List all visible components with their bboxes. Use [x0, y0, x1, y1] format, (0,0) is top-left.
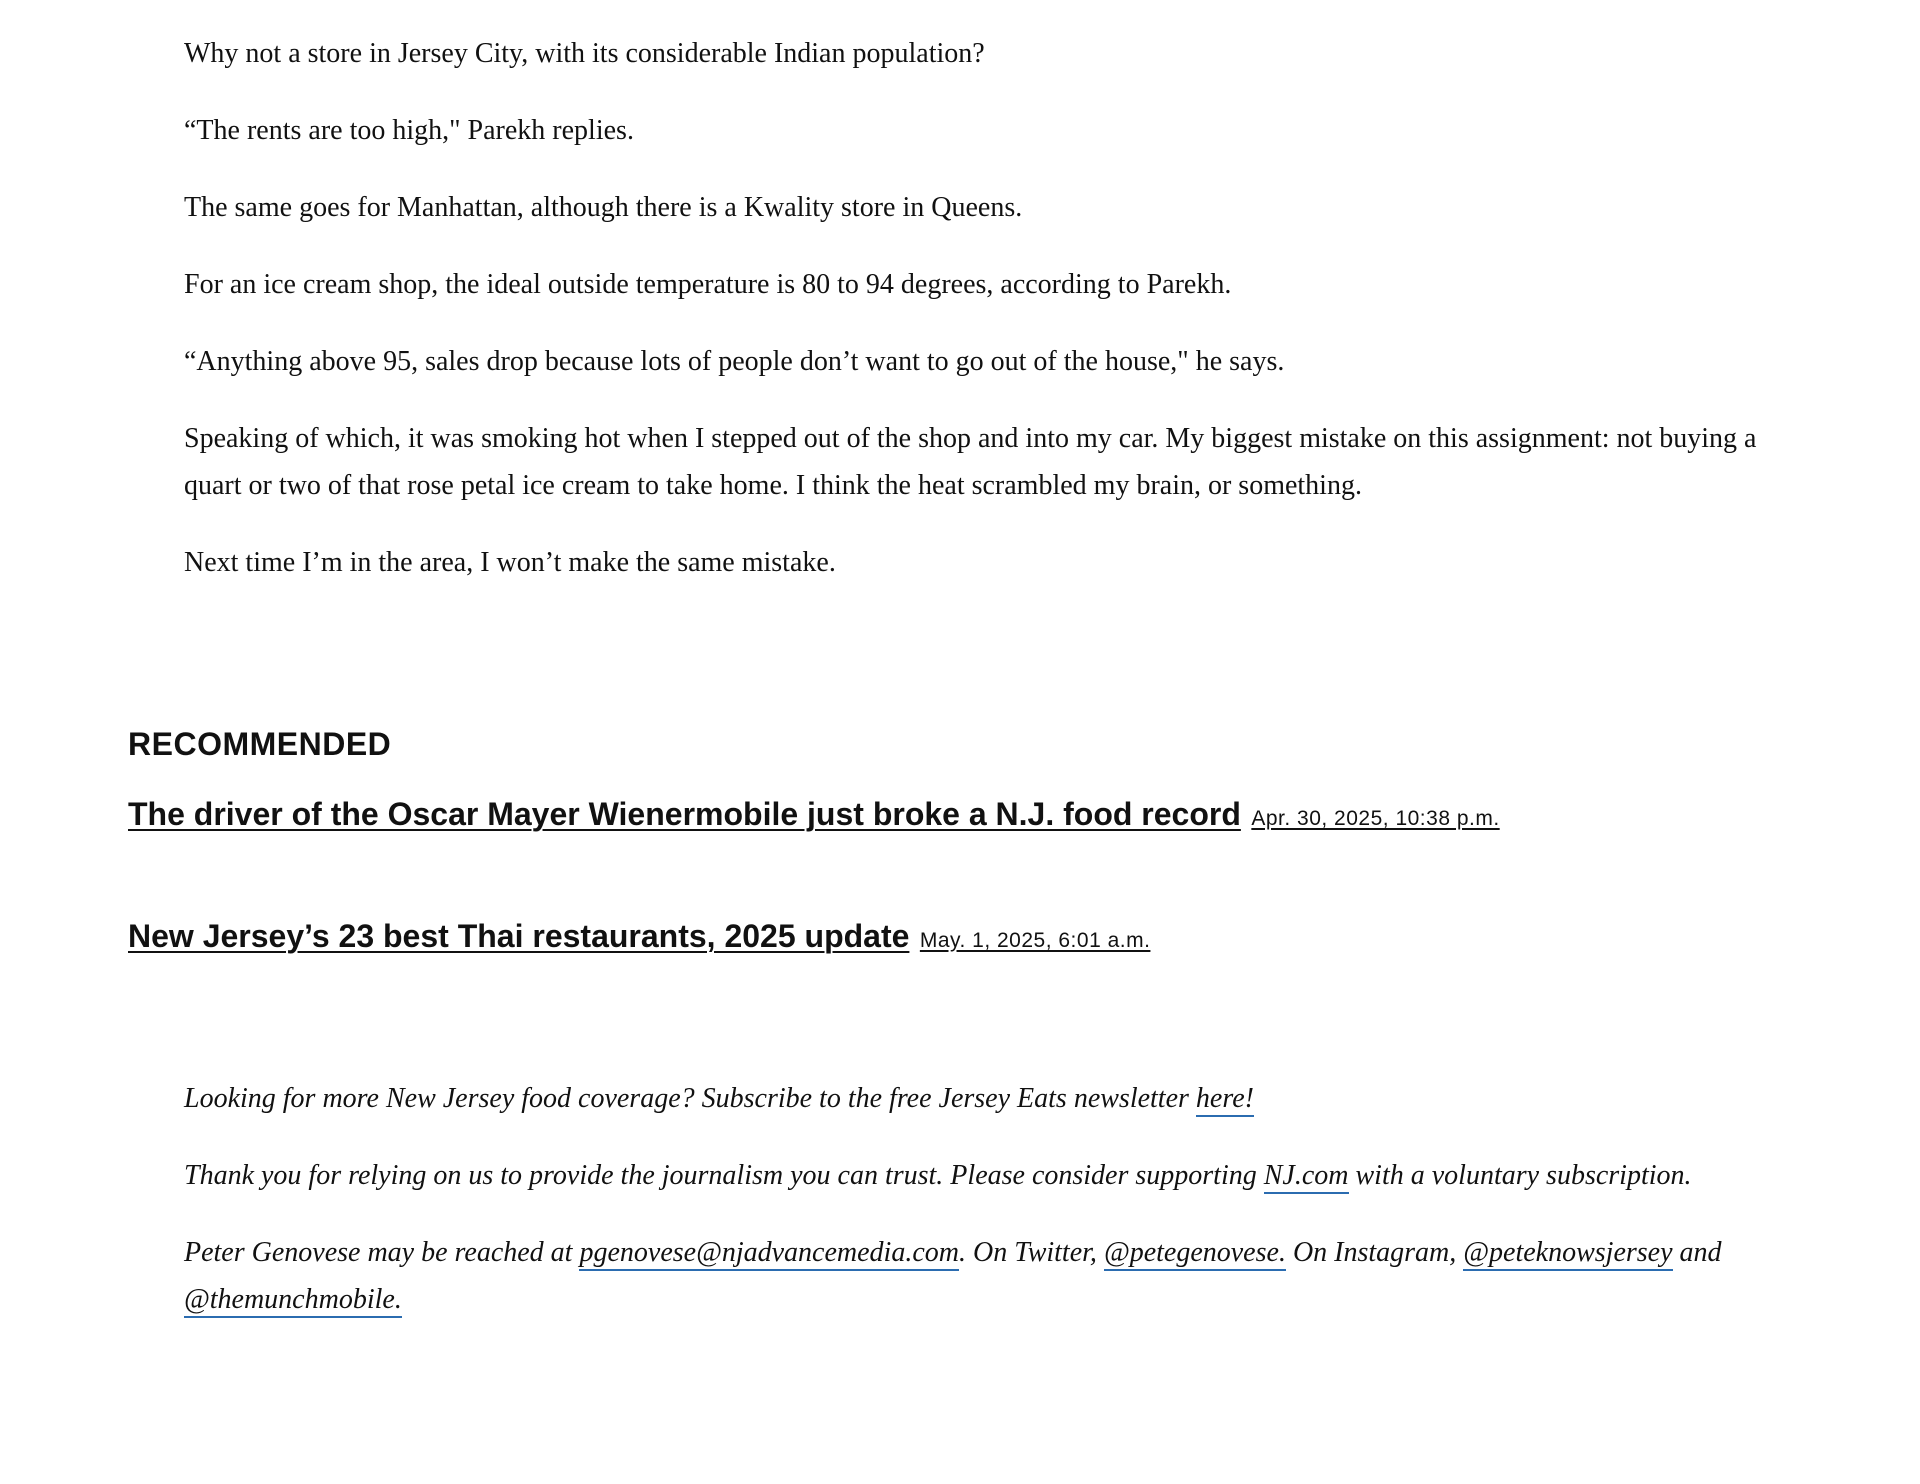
- support-message-text-end: with a voluntary subscription.: [1348, 1160, 1692, 1191]
- article-body: [184, 30, 1774, 616]
- instagram-handle-link-2[interactable]: @themunchmobile.: [184, 1284, 402, 1318]
- twitter-label: . On Twitter,: [958, 1237, 1104, 1268]
- twitter-handle-link[interactable]: @petegenovese.: [1104, 1237, 1286, 1271]
- recommended-item-date-link[interactable]: May. 1, 2025, 6:01 a.m.: [919, 929, 1151, 952]
- support-message: [184, 1152, 1774, 1199]
- instagram-label: On Instagram,: [1285, 1237, 1464, 1268]
- author-contact-intro: Peter Genovese may be reached at: [184, 1237, 580, 1268]
- recommended-section: [128, 722, 1828, 958]
- njcom-link[interactable]: NJ.com: [1264, 1160, 1349, 1194]
- article-paragraph: “Anything above 95, sales drop because lots of people don’t want to go out of the house," he says.: [184, 346, 1285, 377]
- newsletter-promo-text: Looking for more New Jersey food coverage? Subscribe to the free Jersey Eats newsletter: [184, 1083, 1196, 1114]
- article-paragraph: Why not a store in Jersey City, with its considerable Indian population?: [184, 38, 985, 69]
- support-message-text: Thank you for relying on us to provide the journalism you can trust. Please consider supporting: [184, 1160, 1264, 1191]
- recommended-item-date-link[interactable]: Apr. 30, 2025, 10:38 p.m.: [1251, 807, 1500, 830]
- author-email-link[interactable]: pgenovese@njadvancemedia.com: [579, 1237, 959, 1271]
- newsletter-signup-link[interactable]: here!: [1196, 1083, 1254, 1117]
- recommended-heading: RECOMMENDED: [128, 726, 392, 762]
- article-footer-notes: [184, 1075, 1774, 1353]
- article-paragraph: “The rents are too high," Parekh replies.: [184, 115, 634, 146]
- recommended-item: [128, 792, 1828, 836]
- article-paragraph: Speaking of which, it was smoking hot when I stepped out of the shop and into my car. My biggest mistake on this assignment: not buying a quart or two of that rose petal ice cream to take home. I think the heat scrambled my brain, or something.: [184, 423, 1757, 501]
- instagram-handle-link-1[interactable]: @peteknowsjersey: [1463, 1237, 1672, 1271]
- article-paragraph: The same goes for Manhattan, although there is a Kwality store in Queens.: [184, 192, 1023, 223]
- and-label: and: [1672, 1237, 1722, 1268]
- recommended-item: [128, 914, 1828, 958]
- newsletter-promo: [184, 1075, 1774, 1122]
- article-paragraph: Next time I’m in the area, I won’t make the same mistake.: [184, 547, 836, 578]
- recommended-item-title-link[interactable]: The driver of the Oscar Mayer Wienermobile just broke a N.J. food record: [128, 796, 1241, 832]
- author-contact: [184, 1229, 1774, 1323]
- article-paragraph: For an ice cream shop, the ideal outside temperature is 80 to 94 degrees, according to Parekh.: [184, 269, 1232, 300]
- recommended-item-title-link[interactable]: New Jersey’s 23 best Thai restaurants, 2025 update: [128, 918, 910, 954]
